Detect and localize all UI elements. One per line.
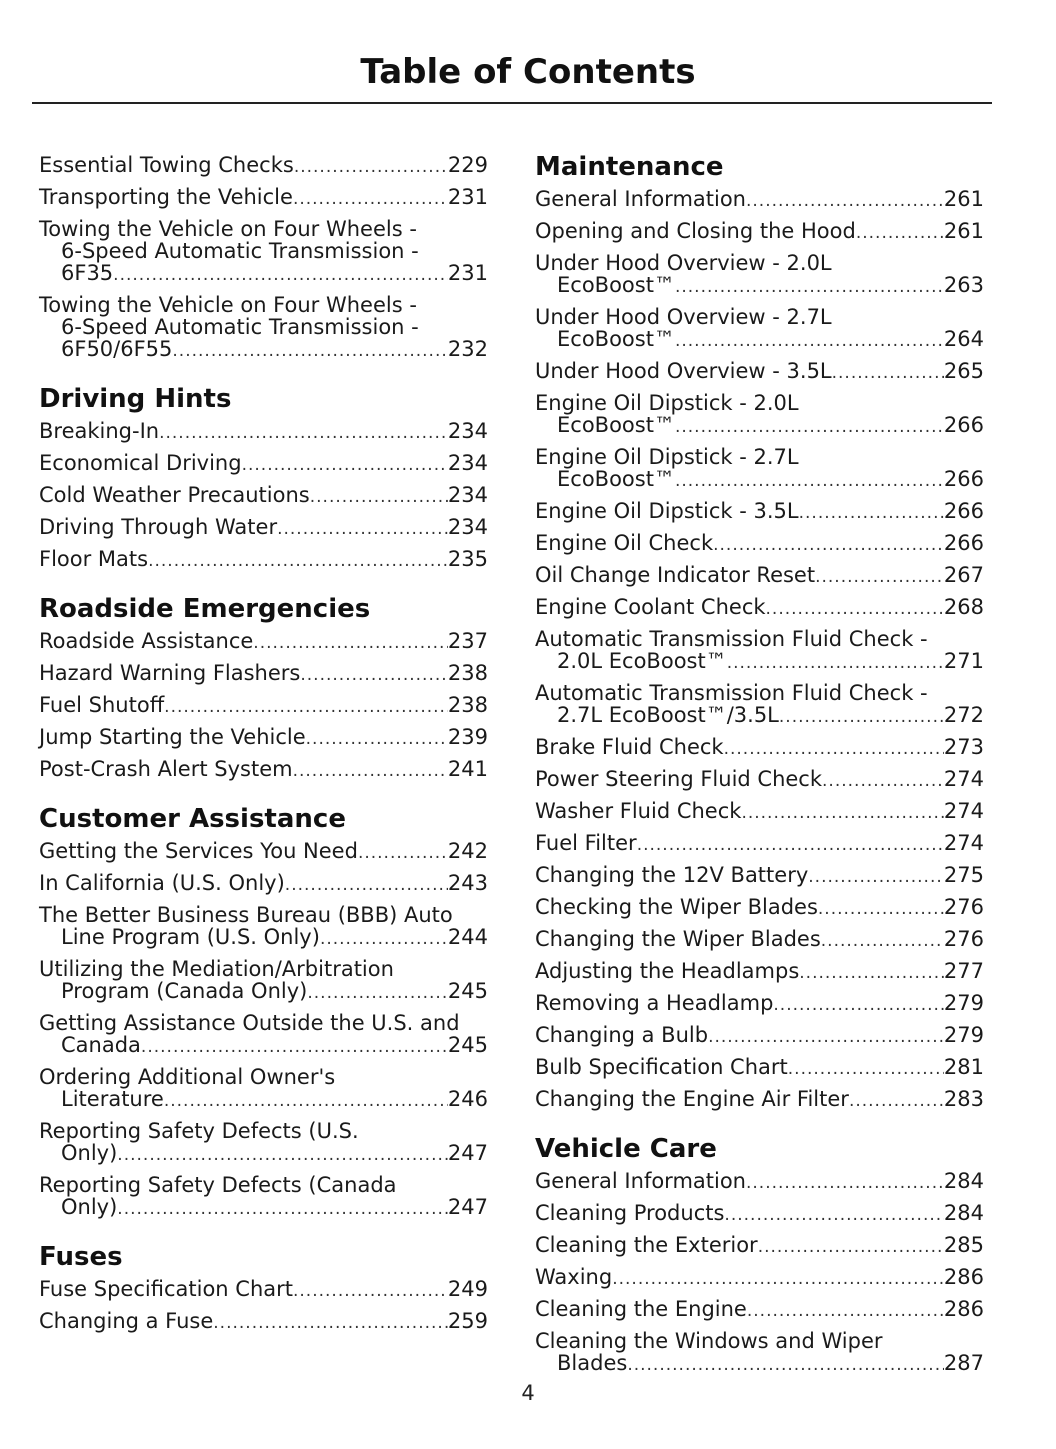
dot-leader <box>172 338 448 362</box>
toc-entry[interactable] <box>535 1262 984 1294</box>
dot-leader <box>675 414 944 438</box>
dot-leader <box>773 992 944 1016</box>
entry-title: 6F50/6F55 <box>61 337 173 361</box>
dot-leader <box>242 452 448 476</box>
toc-entry[interactable] <box>535 184 984 216</box>
entry-page: 241 <box>447 757 488 781</box>
toc-entry[interactable] <box>535 732 984 764</box>
entry-title: Line Program (U.S. Only) <box>61 925 320 949</box>
toc-entry-line <box>39 262 488 286</box>
toc-entry[interactable] <box>39 214 488 290</box>
entry-title: Removing a Headlamp <box>535 991 774 1015</box>
entry-page: 249 <box>447 1277 488 1301</box>
entry-title-line: Getting Assistance Outside the U.S. and <box>39 1011 460 1035</box>
toc-entry[interactable] <box>535 1166 984 1198</box>
section-fuses <box>39 1241 488 1338</box>
entry-title: Power Steering Fluid Check <box>535 767 823 791</box>
toc-entry[interactable] <box>535 1294 984 1326</box>
toc-entry[interactable] <box>535 1326 984 1380</box>
entry-page: 279 <box>943 991 984 1015</box>
section-vehicle-care <box>535 1133 984 1380</box>
entry-page: 271 <box>943 649 984 673</box>
toc-entry[interactable] <box>39 544 488 576</box>
entry-title: General Information <box>535 1169 746 1193</box>
section-customer-assistance <box>39 803 488 1224</box>
dot-leader <box>675 328 944 352</box>
entry-page: 235 <box>447 547 488 571</box>
toc-entry[interactable] <box>39 868 488 900</box>
dot-leader <box>746 1170 944 1194</box>
toc-entry[interactable] <box>535 892 984 924</box>
toc-entry[interactable] <box>535 624 984 678</box>
entry-title: Blades <box>557 1351 628 1375</box>
section-driving-hints <box>39 383 488 576</box>
toc-entry-line <box>535 274 984 298</box>
toc-entry[interactable] <box>39 1008 488 1062</box>
toc-entry[interactable] <box>535 1020 984 1052</box>
toc-entry[interactable] <box>39 1306 488 1338</box>
entry-title: Transporting the Vehicle <box>39 185 293 209</box>
entry-page: 279 <box>943 1023 984 1047</box>
toc-entry[interactable] <box>535 216 984 248</box>
dot-leader <box>293 186 448 210</box>
toc-entry[interactable] <box>535 1084 984 1116</box>
entry-title: Changing a Bulb <box>535 1023 709 1047</box>
entry-page: 284 <box>943 1201 984 1225</box>
entry-title: Oil Change Indicator Reset <box>535 563 816 587</box>
entry-title: Fuel Shutoff <box>39 693 165 717</box>
entry-page: 272 <box>943 703 984 727</box>
entry-title: Economical Driving <box>39 451 242 475</box>
toc-entry-line <box>535 468 984 492</box>
entry-page: 261 <box>943 219 984 243</box>
entry-title: Breaking-In <box>39 419 160 443</box>
entry-page: 268 <box>943 595 984 619</box>
toc-entry-line <box>39 338 488 362</box>
section-heading: Roadside Emergencies <box>39 594 371 624</box>
toc-entry[interactable] <box>39 416 488 448</box>
entry-title-line: 6-Speed Automatic Transmission - <box>61 315 419 339</box>
entry-title: Engine Oil Check <box>535 531 714 555</box>
entry-title: Literature <box>61 1087 164 1111</box>
entry-title: Essential Towing Checks <box>39 153 294 177</box>
entry-title: 2.7L EcoBoost™/3.5L <box>557 703 779 727</box>
entry-title: Changing the Wiper Blades <box>535 927 821 951</box>
entry-title-line: Under Hood Overview - 2.7L <box>535 305 832 329</box>
dot-leader <box>293 758 448 782</box>
toc-entry[interactable] <box>535 860 984 892</box>
toc-entry-line <box>535 704 984 728</box>
entry-page: 243 <box>447 871 488 895</box>
toc-entry[interactable] <box>39 690 488 722</box>
entry-title: Fuel Filter <box>535 831 637 855</box>
dot-leader <box>741 800 943 824</box>
toc-entry[interactable] <box>535 496 984 528</box>
entry-page: 285 <box>943 1233 984 1257</box>
toc-entry-line <box>39 926 488 950</box>
dot-leader <box>746 188 944 212</box>
entry-page: 266 <box>943 499 984 523</box>
section-maintenance <box>535 151 984 1116</box>
section-heading: Customer Assistance <box>39 804 346 834</box>
toc-entry[interactable] <box>535 988 984 1020</box>
dot-leader <box>822 768 944 792</box>
entry-title-line: Cleaning the Windows and Wiper <box>535 1329 883 1353</box>
entry-title-line: Automatic Transmission Fluid Check - <box>535 681 928 705</box>
entry-page: 286 <box>943 1297 984 1321</box>
entry-page: 245 <box>447 979 488 1003</box>
dot-leader <box>758 1234 944 1258</box>
dot-leader <box>708 1024 944 1048</box>
toc-entry[interactable] <box>535 388 984 442</box>
toc-entry[interactable] <box>39 836 488 868</box>
toc-entry[interactable] <box>535 828 984 860</box>
dot-leader <box>849 1088 944 1112</box>
entry-title: Under Hood Overview - 3.5L <box>535 359 832 383</box>
toc-entry[interactable] <box>535 924 984 956</box>
entry-title: Cleaning the Engine <box>535 1297 747 1321</box>
dot-leader <box>306 726 448 750</box>
entry-title: Getting the Services You Need <box>39 839 358 863</box>
entry-page: 274 <box>943 799 984 823</box>
toc-entry[interactable] <box>39 480 488 512</box>
dot-leader <box>164 694 448 718</box>
toc-entry[interactable] <box>39 722 488 754</box>
entry-title: Changing a Fuse <box>39 1309 214 1333</box>
dot-leader <box>253 630 448 654</box>
entry-title: Engine Oil Dipstick - 3.5L <box>535 499 799 523</box>
entry-page: 264 <box>943 327 984 351</box>
dot-leader <box>293 1278 448 1302</box>
toc-entry-line <box>39 1142 488 1166</box>
dot-leader <box>320 926 448 950</box>
entry-page: 238 <box>447 693 488 717</box>
entry-title-line: Towing the Vehicle on Four Wheels - <box>39 293 417 317</box>
entry-title: Washer Fluid Check <box>535 799 742 823</box>
entry-page: 246 <box>447 1087 488 1111</box>
entry-page: 247 <box>447 1141 488 1165</box>
dot-leader <box>113 262 448 286</box>
dot-leader <box>213 1310 448 1334</box>
toc-entry[interactable] <box>535 678 984 732</box>
right-column <box>535 151 984 1397</box>
dot-leader <box>788 1056 944 1080</box>
entry-page: 244 <box>447 925 488 949</box>
toc-entry[interactable] <box>39 1116 488 1170</box>
toc-entry[interactable] <box>39 448 488 480</box>
entry-title: EcoBoost™ <box>557 273 675 297</box>
entry-page: 234 <box>447 419 488 443</box>
entry-title-line: Automatic Transmission Fluid Check - <box>535 627 928 651</box>
toc-entry-line <box>535 650 984 674</box>
entry-page: 277 <box>943 959 984 983</box>
entry-title: Floor Mats <box>39 547 149 571</box>
dot-leader <box>307 980 448 1004</box>
entry-page: 266 <box>943 467 984 491</box>
toc-entry[interactable] <box>535 1230 984 1262</box>
dot-leader <box>285 872 448 896</box>
entry-page: 242 <box>447 839 488 863</box>
entry-page: 273 <box>943 735 984 759</box>
dot-leader <box>821 928 944 952</box>
entry-title-line: Engine Oil Dipstick - 2.7L <box>535 445 799 469</box>
entry-title: Waxing <box>535 1265 613 1289</box>
entry-title: EcoBoost™ <box>557 467 675 491</box>
entry-title: Fuse Specification Chart <box>39 1277 293 1301</box>
section-heading: Vehicle Care <box>535 1134 717 1164</box>
section-heading: Maintenance <box>535 152 724 182</box>
entry-title: EcoBoost™ <box>557 327 675 351</box>
entry-title: Opening and Closing the Hood <box>535 219 856 243</box>
toc-entry[interactable] <box>39 900 488 954</box>
entry-title: Changing the Engine Air Filter <box>535 1087 849 1111</box>
dot-leader <box>627 1352 944 1376</box>
toc-entry[interactable] <box>39 1062 488 1116</box>
entry-page: 276 <box>943 895 984 919</box>
toc-entry-line <box>535 328 984 352</box>
entry-title: General Information <box>535 187 746 211</box>
entry-page: 234 <box>447 483 488 507</box>
entry-page: 287 <box>943 1351 984 1375</box>
entry-page: 275 <box>943 863 984 887</box>
toc-entry[interactable] <box>535 356 984 388</box>
entry-title: Checking the Wiper Blades <box>535 895 818 919</box>
dot-leader <box>818 896 944 920</box>
entry-title-line: Engine Oil Dipstick - 2.0L <box>535 391 799 415</box>
left-column <box>39 150 488 1355</box>
entry-page: 266 <box>943 413 984 437</box>
toc-entry[interactable] <box>535 1198 984 1230</box>
entry-title: Program (Canada Only) <box>61 979 308 1003</box>
entry-page: 238 <box>447 661 488 685</box>
entry-title: Post-Crash Alert System <box>39 757 293 781</box>
entry-title-line: Ordering Additional Owner's <box>39 1065 336 1089</box>
entry-page: 274 <box>943 767 984 791</box>
toc-entry[interactable] <box>535 592 984 624</box>
entry-page: 286 <box>943 1265 984 1289</box>
entry-page: 231 <box>447 185 488 209</box>
toc-entry[interactable] <box>39 1274 488 1306</box>
entry-title: Engine Coolant Check <box>535 595 766 619</box>
entry-page: 231 <box>447 261 488 285</box>
entry-page: 239 <box>447 725 488 749</box>
dot-leader <box>310 484 448 508</box>
entry-title-line: 6-Speed Automatic Transmission - <box>61 239 419 263</box>
dot-leader <box>675 468 944 492</box>
toc-entry[interactable] <box>39 512 488 544</box>
entry-title-line: Towing the Vehicle on Four Wheels - <box>39 217 417 241</box>
dot-leader <box>294 154 448 178</box>
entry-title: Only) <box>61 1195 118 1219</box>
toc-entry[interactable] <box>535 248 984 302</box>
entry-page: 274 <box>943 831 984 855</box>
dot-leader <box>799 960 944 984</box>
dot-leader <box>277 516 448 540</box>
entry-page: 267 <box>943 563 984 587</box>
toc-entry[interactable] <box>39 150 488 182</box>
entry-page: 276 <box>943 927 984 951</box>
dot-leader <box>148 548 448 572</box>
toc-entry-line <box>39 1196 488 1220</box>
entry-title: Hazard Warning Flashers <box>39 661 301 685</box>
entry-page: 266 <box>943 531 984 555</box>
dot-leader <box>117 1196 448 1220</box>
entry-page: 263 <box>943 273 984 297</box>
entry-page: 284 <box>943 1169 984 1193</box>
entry-page: 265 <box>943 359 984 383</box>
entry-title: Cleaning Products <box>535 1201 725 1225</box>
section-towing <box>39 150 488 366</box>
dot-leader <box>637 832 944 856</box>
title-divider <box>32 102 992 104</box>
entry-page: 247 <box>447 1195 488 1219</box>
entry-title: EcoBoost™ <box>557 413 675 437</box>
dot-leader <box>832 360 944 384</box>
entry-title: Brake Fluid Check <box>535 735 724 759</box>
entry-page: 234 <box>447 515 488 539</box>
entry-page: 245 <box>447 1033 488 1057</box>
toc-entry[interactable] <box>535 302 984 356</box>
entry-page: 232 <box>447 337 488 361</box>
toc-entry[interactable] <box>535 764 984 796</box>
toc-entry[interactable] <box>535 560 984 592</box>
entry-page: 261 <box>943 187 984 211</box>
dot-leader <box>141 1034 448 1058</box>
toc-entry-line <box>39 1034 488 1058</box>
toc-entry[interactable] <box>535 1052 984 1084</box>
entry-title: 2.0L EcoBoost™ <box>557 649 727 673</box>
dot-leader <box>799 500 944 524</box>
entry-page: 229 <box>447 153 488 177</box>
toc-entry[interactable] <box>39 754 488 786</box>
toc-entry[interactable] <box>39 1170 488 1224</box>
entry-page: 283 <box>943 1087 984 1111</box>
toc-entry[interactable] <box>535 956 984 988</box>
entry-title: Bulb Specification Chart <box>535 1055 788 1079</box>
toc-entry[interactable] <box>39 954 488 1008</box>
toc-entry-line <box>39 980 488 1004</box>
entry-page: 281 <box>943 1055 984 1079</box>
page-number: 4 <box>521 1381 535 1405</box>
dot-leader <box>675 274 944 298</box>
entry-title: In California (U.S. Only) <box>39 871 285 895</box>
entry-title: Changing the 12V Battery <box>535 863 809 887</box>
toc-entry-line <box>535 414 984 438</box>
toc-entry[interactable] <box>39 182 488 214</box>
entry-title: Jump Starting the Vehicle <box>39 725 306 749</box>
entry-page: 234 <box>447 451 488 475</box>
entry-title: Adjusting the Headlamps <box>535 959 800 983</box>
toc-entry[interactable] <box>39 290 488 366</box>
dot-leader <box>779 704 944 728</box>
entry-title: Driving Through Water <box>39 515 278 539</box>
entry-title-line: Reporting Safety Defects (Canada <box>39 1173 397 1197</box>
dot-leader <box>612 1266 944 1290</box>
dot-leader <box>358 840 448 864</box>
entry-page: 237 <box>447 629 488 653</box>
entry-title-line: The Better Business Bureau (BBB) Auto <box>39 903 453 927</box>
section-heading: Driving Hints <box>39 384 232 414</box>
entry-title: Cleaning the Exterior <box>535 1233 758 1257</box>
entry-page: 259 <box>447 1309 488 1333</box>
section-roadside-emergencies <box>39 593 488 786</box>
dot-leader <box>766 596 944 620</box>
toc-entry[interactable] <box>39 626 488 658</box>
entry-title-line: Under Hood Overview - 2.0L <box>535 251 832 275</box>
dot-leader <box>747 1298 944 1322</box>
toc-entry[interactable] <box>39 658 488 690</box>
entry-title: Cold Weather Precautions <box>39 483 310 507</box>
dot-leader <box>159 420 448 444</box>
dot-leader <box>727 650 944 674</box>
entry-title: Roadside Assistance <box>39 629 254 653</box>
entry-title: Canada <box>61 1033 141 1057</box>
dot-leader <box>713 532 944 556</box>
toc-entry[interactable] <box>535 442 984 496</box>
dot-leader <box>724 736 944 760</box>
page-title: Table of Contents <box>360 52 696 92</box>
toc-entry-line <box>39 1088 488 1112</box>
dot-leader <box>856 220 944 244</box>
dot-leader <box>164 1088 448 1112</box>
dot-leader <box>808 864 944 888</box>
toc-entry[interactable] <box>535 796 984 828</box>
entry-title: Only) <box>61 1141 118 1165</box>
dot-leader <box>724 1202 943 1226</box>
dot-leader <box>815 564 944 588</box>
dot-leader <box>300 662 448 686</box>
toc-entry[interactable] <box>535 528 984 560</box>
section-heading: Fuses <box>39 1242 123 1272</box>
entry-title-line: Reporting Safety Defects (U.S. <box>39 1119 359 1143</box>
entry-title: 6F35 <box>61 261 114 285</box>
toc-entry-line <box>535 1352 984 1376</box>
entry-title-line: Utilizing the Mediation/Arbitration <box>39 957 394 981</box>
dot-leader <box>117 1142 448 1166</box>
